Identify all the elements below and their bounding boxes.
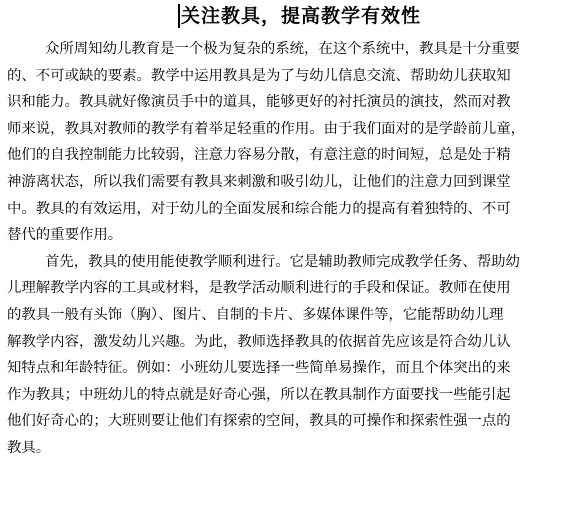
paragraph-line: 知特点和年龄特征。例如：小班幼儿要选择一些简单易操作，而且个体突出的来 [7,360,511,377]
paragraph-line: 识和能力。教具就好像演员手中的道具，能够更好的衬托演员的演技，然而对教 [7,94,511,111]
paragraph-line: 儿理解教学内容的工具或材料，是教学活动顺利进行的手段和保证。教师在使用 [7,280,511,297]
paragraph-line: 替代的重要作用。 [7,227,123,244]
paragraph-line: 众所周知幼儿教育是一个极为复杂的系统，在这个系统中，教具是十分重要 [45,41,520,57]
paragraph-line: 的教具一般有头饰（胸）、图片、自制的卡片、多媒体课件等，它能帮助幼儿理 [7,306,504,323]
paragraph-line: 教具。 [7,439,51,456]
paragraph-line: 作为教具；中班幼儿的特点就是好奇心强，所以在教具制作方面要找一些能引起 [7,386,511,403]
document-title: 关注教具，提高教学有效性 [181,5,422,27]
paragraph-line: 的、不可或缺的要素。教学中运用教具是为了与幼儿信息交流、帮助幼儿获取知 [7,67,511,84]
paragraph-line: 首先，教具的使用能使教学顺利进行。它是辅助教师完成教学任务、帮助幼 [45,253,520,270]
paragraph-line: 他们的自我控制能力比较弱，注意力容易分散，有意注意的时间短，总是处于精 [7,147,511,164]
paragraph-line: 他们好奇心的；大班则要让他们有探索的空间，教具的可操作和探索性强一点的 [7,413,511,430]
paragraph-line: 神游离状态，所以我们需要有教具来刺激和吸引幼儿，让他们的注意力回到课堂 [7,173,511,190]
paragraph-line: 师来说，教具对教师的教学有着举足轻重的作用。由于我们面对的是学龄前儿童， [7,120,526,137]
document-body [7,36,567,462]
paragraph-line: 中。教具的有效运用，对于幼儿的全面发展和综合能力的提高有着独特的、不可 [7,200,511,217]
text-cursor [178,4,180,28]
paragraph-line: 解教学内容，激发幼儿兴趣。为此，教师选择教具的依据首先应该是符合幼儿认 [7,333,511,350]
